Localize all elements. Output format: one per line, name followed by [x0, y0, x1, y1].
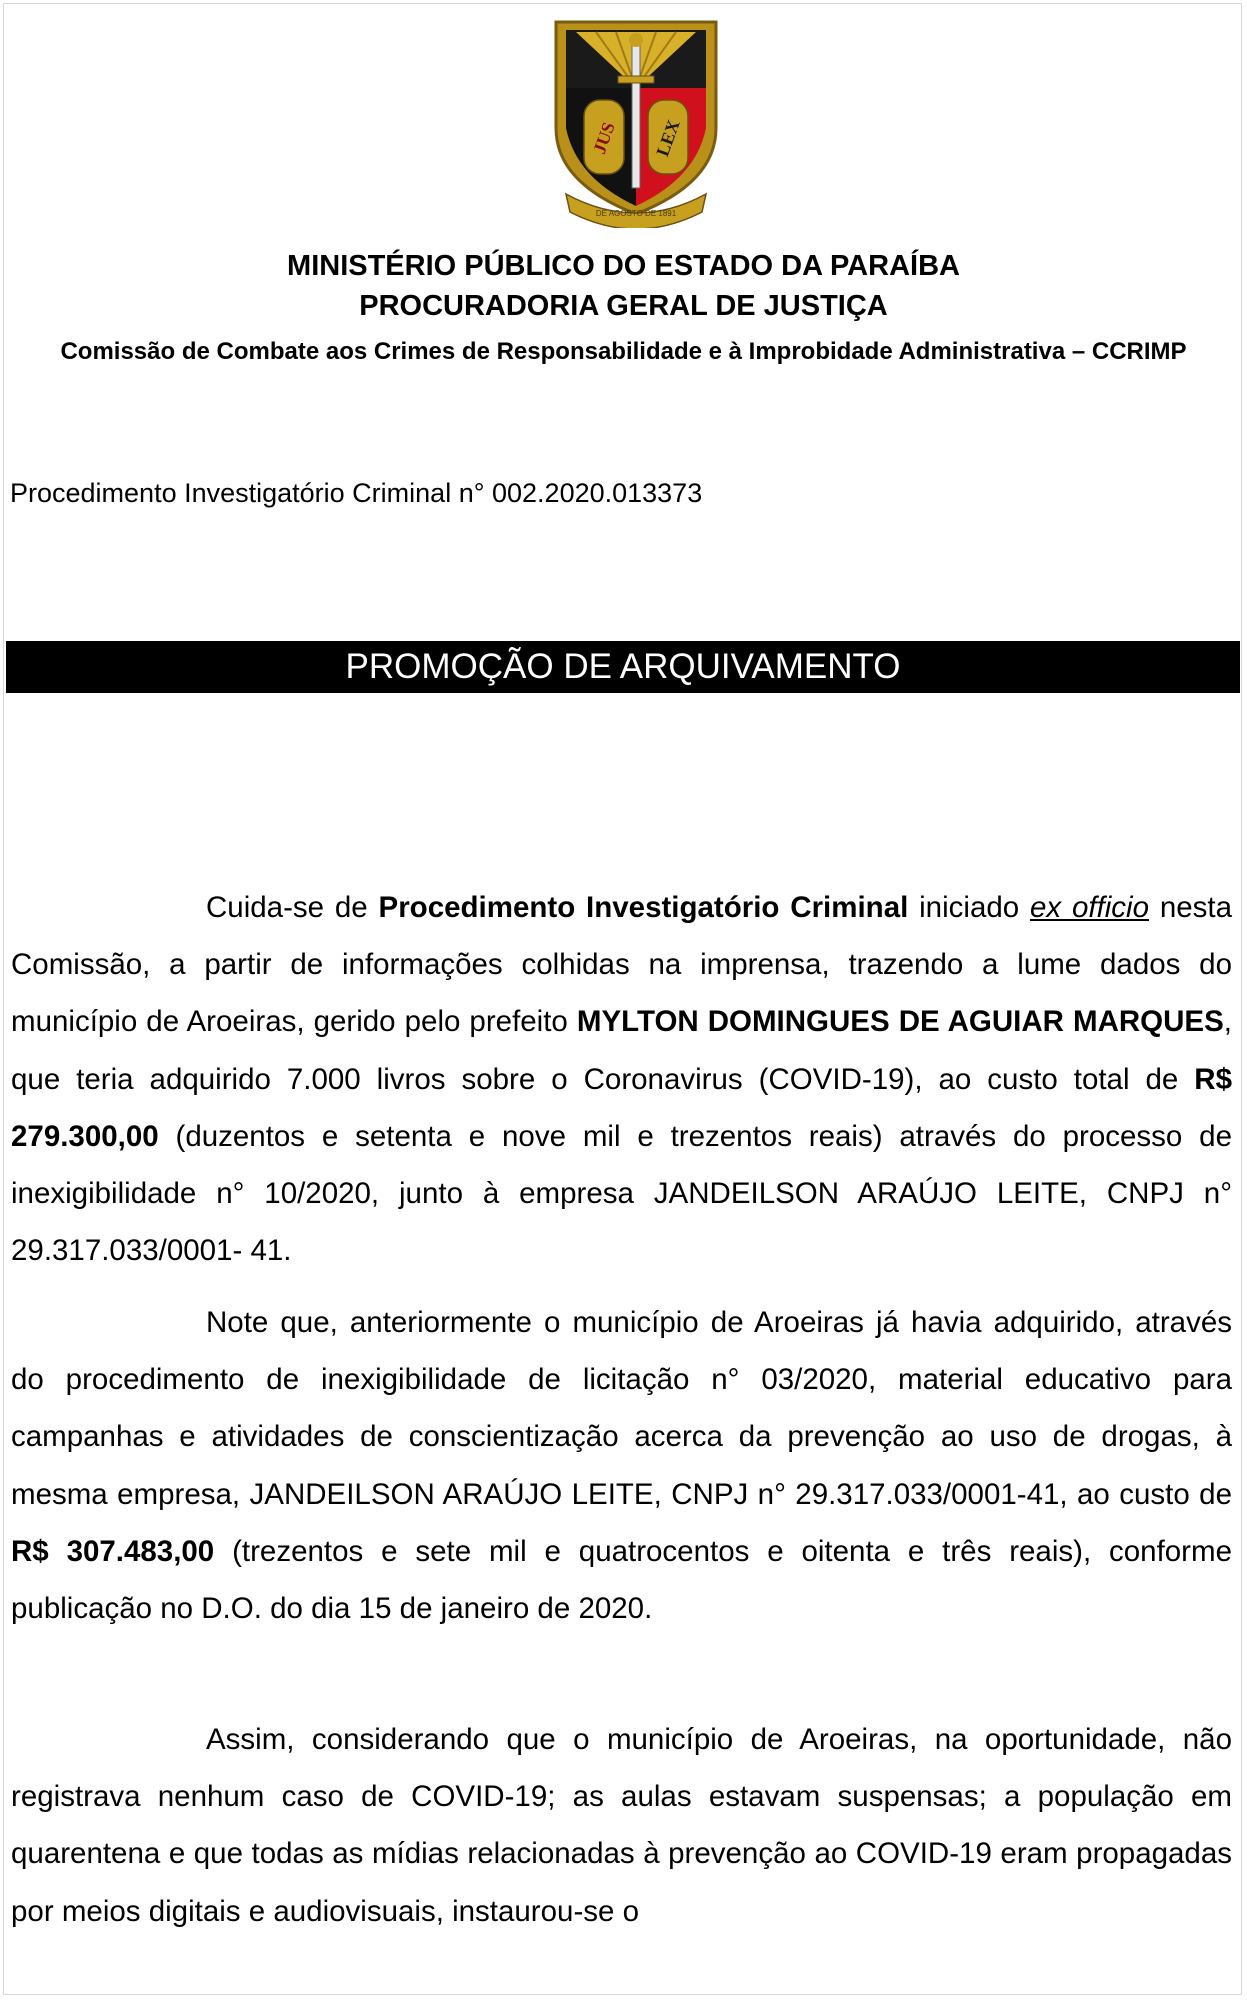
document-title-banner: PROMOÇÃO DE ARQUIVAMENTO [6, 641, 1240, 693]
svg-text:LEX: LEX [652, 117, 684, 159]
coat-of-arms-emblem [546, 18, 726, 228]
svg-text:JUS: JUS [589, 119, 619, 157]
header-ministry: MINISTÉRIO PÚBLICO DO ESTADO DA PARAÍBA [287, 250, 960, 282]
svg-text:DE AGOSTO DE 1891: DE AGOSTO DE 1891 [595, 209, 677, 218]
header-commission: Comissão de Combate aos Crimes de Responsabilidade e à Improbidade Administrativa – CCRIMP [60, 338, 1187, 365]
paragraph-1: Cuida-se de Procedimento Investigatório Criminal iniciado ex officio nesta Comissão, a partir de informações colhidas na imprensa, trazendo a lume dados do município de Aroeiras, gerido pelo prefeito MYLTON DOMINGUES DE AGUIAR MARQUES, que teria adquirido 7.000 livros sobre o Coronavirus (COVID-19), ao custo total de R$ 279.300,00 (duzentos e setenta e nove mil e trezentos reais) através do processo de inexigibilidade n° 10/2020, junto à empresa JANDEILSON ARAÚJO LEITE, CNPJ n° 29.317.033/0001- 41. [11, 891, 1233, 1268]
paragraph-2: Note que, anteriormente o município de Aroeiras já havia adquirido, através do procedimento de inexigibilidade de licitação n° 03/2020, material educativo para campanhas e atividades de conscientização acerca da prevenção ao uso de drogas, à mesma empresa, JANDEILSON ARAÚJO LEITE, CNPJ n° 29.317.033/0001-41, ao custo de R$ 307.483,00 (trezentos e sete mil e quatrocentos e oitenta e três reais), conforme publicação no D.O. do dia 15 de janeiro de 2020. [11, 1306, 1232, 1626]
header-procuradoria: PROCURADORIA GERAL DE JUSTIÇA [359, 290, 888, 322]
paragraph-3: Assim, considerando que o município de Aroeiras, na oportunidade, não registrava nenhum caso de COVID-19; as aulas estavam suspensas; a população em quarentena e que todas as mídias relacionadas à prevenção ao COVID-19 eram propagadas por meios digitais e audiovisuais, instaurou-se o [11, 1723, 1232, 1928]
procedure-number: Procedimento Investigatório Criminal n° 002.2020.013373 [10, 478, 703, 508]
